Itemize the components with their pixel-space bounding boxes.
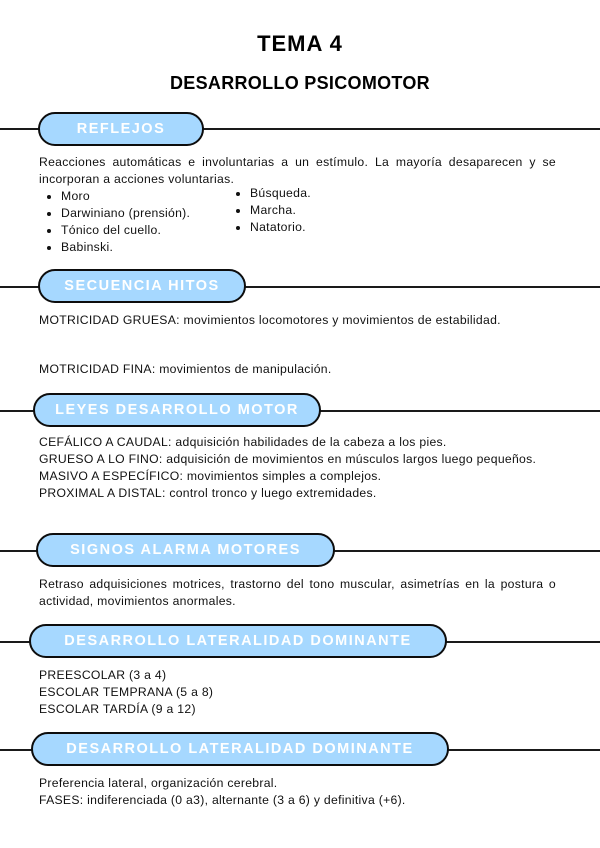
section-heading-reflejos: REFLEJOS <box>38 112 204 146</box>
page-title: TEMA 4 <box>257 31 343 56</box>
etapa-line: PREESCOLAR (3 a 4) <box>39 668 167 682</box>
ley-line: GRUESO A LO FINO: adquisición de movimientos en músculos largos luego pequeños. <box>39 452 537 466</box>
page-subtitle: DESARROLLO PSICOMOTOR <box>170 73 430 93</box>
list-item: • Búsqueda. <box>250 185 430 202</box>
motricidad-fina-text: MOTRICIDAD FINA: movimientos de manipulación. <box>39 362 332 376</box>
lateralidad-etapas <box>39 667 556 718</box>
fase-line: Preferencia lateral, organización cerebral. <box>39 776 278 790</box>
reflejos-list-right <box>228 185 430 236</box>
list-item: • Tónico del cuello. <box>61 222 261 239</box>
lateralidad-fases <box>39 775 556 809</box>
list-item: • Marcha. <box>250 202 430 219</box>
motricidad-gruesa-text: MOTRICIDAD GRUESA: movimientos locomotores y movimientos de estabilidad. <box>39 313 501 327</box>
section-heading-leyes: LEYES DESARROLLO MOTOR <box>33 393 321 427</box>
section-heading-lateralidad-1: DESARROLLO LATERALIDAD DOMINANTE <box>29 624 447 658</box>
section-heading-secuencia-hitos: SECUENCIA HITOS <box>38 269 246 303</box>
leyes-list <box>39 434 556 502</box>
section-heading-signos-alarma: SIGNOS ALARMA MOTORES <box>36 533 335 567</box>
etapa-line: ESCOLAR TARDÍA (9 a 12) <box>39 702 196 716</box>
fase-line: FASES: indiferenciada (0 a3), alternante (3 a 6) y definitiva (+6). <box>39 793 406 807</box>
section-heading-lateralidad-2: DESARROLLO LATERALIDAD DOMINANTE <box>31 732 449 766</box>
list-item: • Darwiniano (prensión). <box>61 205 261 222</box>
list-item: • Babinski. <box>61 239 261 256</box>
ley-line: MASIVO A ESPECÍFICO: movimientos simples a complejos. <box>39 469 382 483</box>
list-item: • Natatorio. <box>250 219 430 236</box>
reflejos-description: Reacciones automáticas e involuntarias a un estímulo. La mayoría desaparecen y se incorporan a acciones voluntarias. <box>39 155 556 186</box>
etapa-line: ESCOLAR TEMPRANA (5 a 8) <box>39 685 214 699</box>
ley-line: PROXIMAL A DISTAL: control tronco y luego extremidades. <box>39 486 377 500</box>
ley-line: CEFÁLICO A CAUDAL: adquisición habilidades de la cabeza a los pies. <box>39 435 447 449</box>
signos-alarma-text: Retraso adquisiciones motrices, trastorno del tono muscular, asimetrías en la postura o actividad, movimientos anormales. <box>39 577 556 608</box>
list-item: • Moro <box>61 188 261 205</box>
